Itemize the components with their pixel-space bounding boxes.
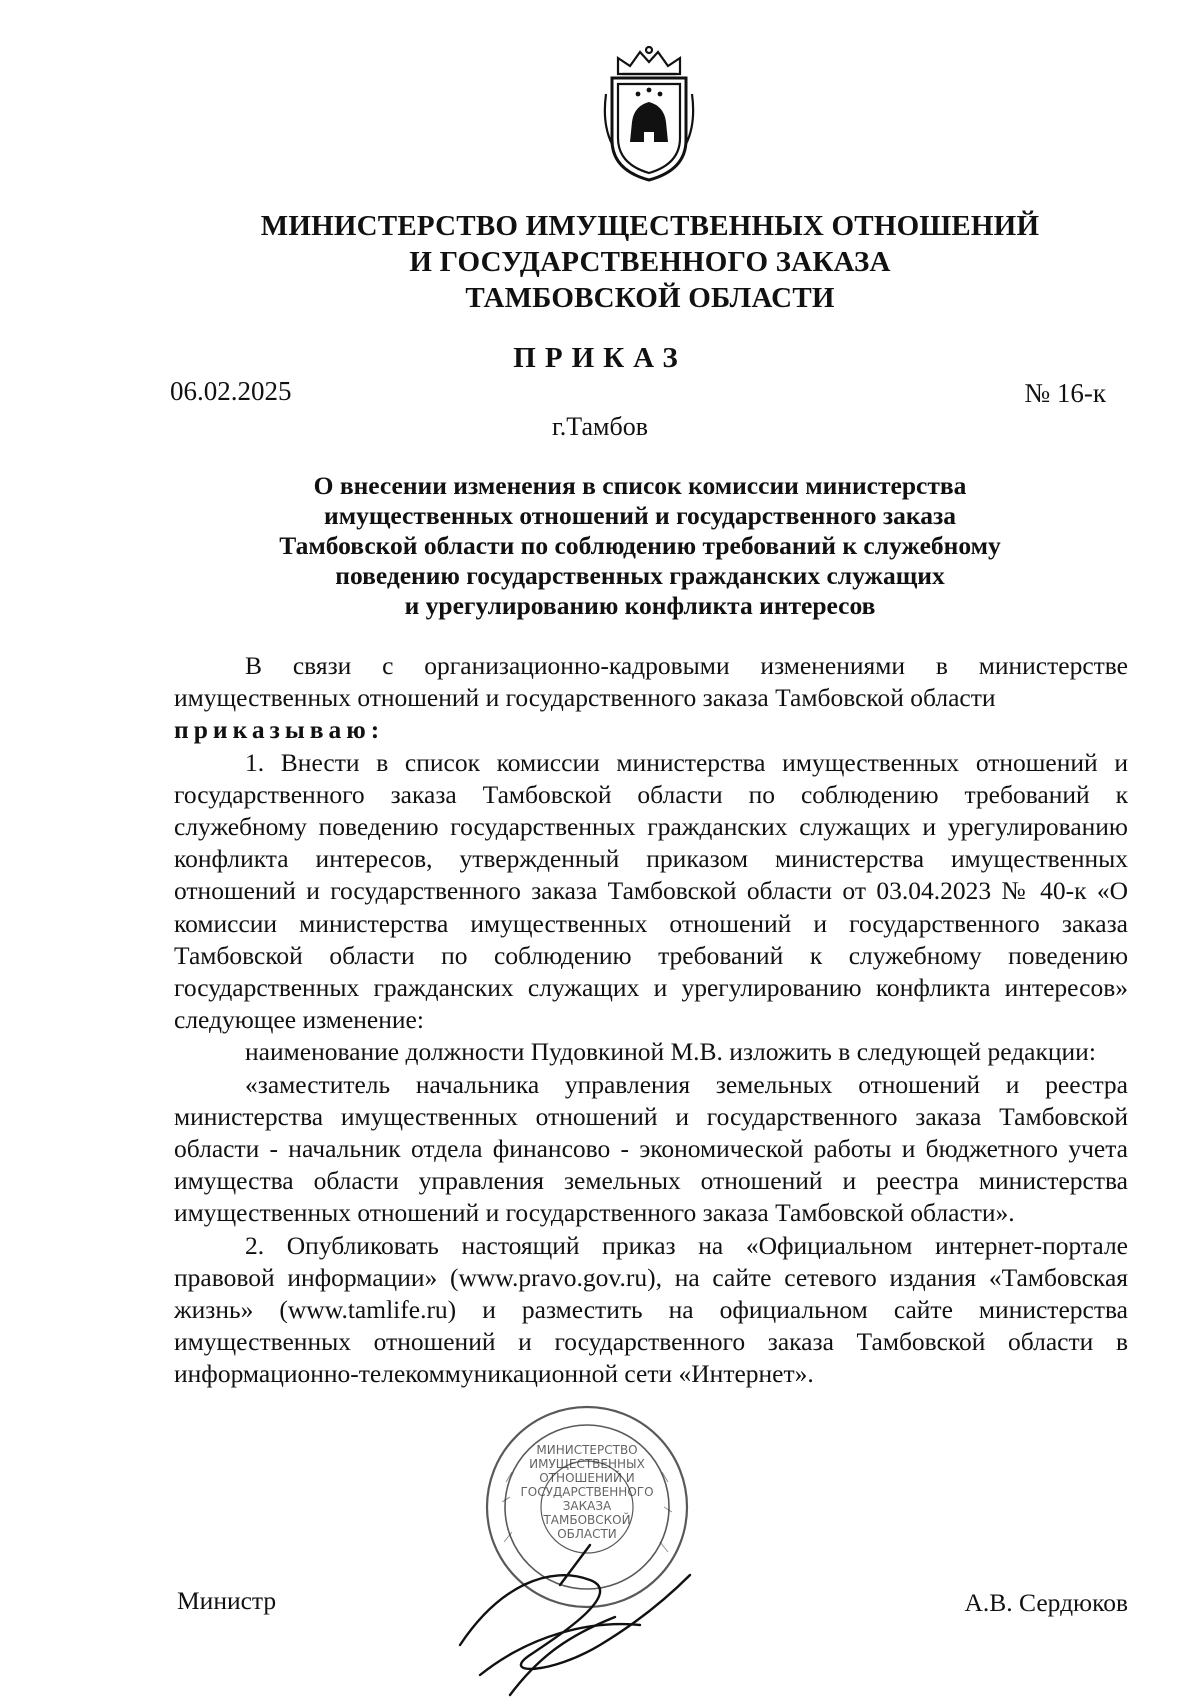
subject-line-2: имущественных отношений и государственного заказа (324, 501, 956, 530)
svg-text:ГОСУДАРСТВЕННОГО: ГОСУДАРСТВЕННОГО (520, 1485, 654, 1499)
order-word: приказываю: (174, 715, 385, 745)
item-1-quote-paragraph: «заместитель начальника управления земельных отношений и реестра министерства имущественных отношений и государственного заказа Тамбовской области - начальник отдела финансово - экономической работы и бюджетного учета имущества области управления земельных отношений и реестра министерства имущественных отношений и государственного заказа Тамбовской области». (174, 1069, 1128, 1228)
document-body (174, 650, 1128, 1391)
svg-text:ОБЛАСТИ: ОБЛАСТИ (557, 1527, 617, 1541)
svg-text:ЗАКАЗА: ЗАКАЗА (562, 1499, 612, 1513)
coat-of-arms-emblem (598, 44, 700, 184)
subject-line-3: Тамбовской области по соблюдению требований к служебному (279, 531, 1001, 560)
ministry-name (200, 208, 1100, 316)
item-1-change-paragraph: наименование должности Пудовкиной М.В. изложить в следующей редакции: (245, 1037, 1096, 1067)
document-type-title: ПРИКАЗ (513, 342, 687, 374)
document-number: № 16-к (1024, 378, 1106, 408)
svg-text:ИМУЩЕСТВЕННЫХ: ИМУЩЕСТВЕННЫХ (529, 1457, 645, 1471)
ministry-name-line-2: И ГОСУДАРСТВЕННОГО ЗАКАЗА (409, 246, 891, 278)
item-2-paragraph: 2. Опубликовать настоящий приказ на «Официальном интернет-портале правовой информации» (www.pravo.gov.ru), на сайте сетевого издания «Тамбовская жизнь» (www.tamlife.ru) и разместить на официальном сайте министерства имущественных отношений и государственного заказа Тамбовской области в информационно-телекоммуникационной сети «Интернет». (174, 1230, 1128, 1389)
document-city: г.Тамбов (552, 412, 648, 441)
svg-text:ТАМБОВСКОЙ: ТАМБОВСКОЙ (543, 1513, 631, 1527)
subject-line-5: и урегулированию конфликта интересов (404, 591, 876, 620)
signatory-name: А.В. Сердюков (964, 1588, 1128, 1617)
subject-line-4: поведению государственных гражданских служащих (335, 561, 945, 590)
handwritten-signature (440, 1525, 710, 1705)
signatory-position: Министр (177, 1586, 277, 1615)
ministry-name-line-3: ТАМБОВСКОЙ ОБЛАСТИ (465, 282, 835, 314)
item-1-paragraph: 1. Внести в список комиссии министерства имущественных отношений и государственного заказа Тамбовской области по соблюдению требований к служебному поведению государственных гражданских служащих и урегулированию конфликта интересов, утвержденный приказом министерства имущественных отношений и государственного заказа Тамбовской области от 03.04.2023 № 40-к «О комиссии министерства имущественных отношений и государственного заказа Тамбовской области по соблюдению требований к служебному поведению государственных гражданских служащих и урегулированию конфликта интересов» следующее изменение: (174, 747, 1128, 1035)
subject-line-1: О внесении изменения в список комиссии министерства (313, 471, 967, 500)
svg-text:ОТНОШЕНИЙ И: ОТНОШЕНИЙ И (539, 1471, 635, 1485)
ministry-name-line-1: МИНИСТЕРСТВО ИМУЩЕСТВЕННЫХ ОТНОШЕНИЙ (260, 210, 1040, 242)
document-date: 06.02.2025 (170, 376, 292, 406)
svg-text:МИНИСТЕРСТВО: МИНИСТЕРСТВО (536, 1443, 638, 1457)
preamble-paragraph: В связи с организационно-кадровыми изменениями в министерстве имущественных отношений и государственного заказа Тамбовской области (174, 651, 1128, 713)
document-subject (170, 471, 1110, 621)
